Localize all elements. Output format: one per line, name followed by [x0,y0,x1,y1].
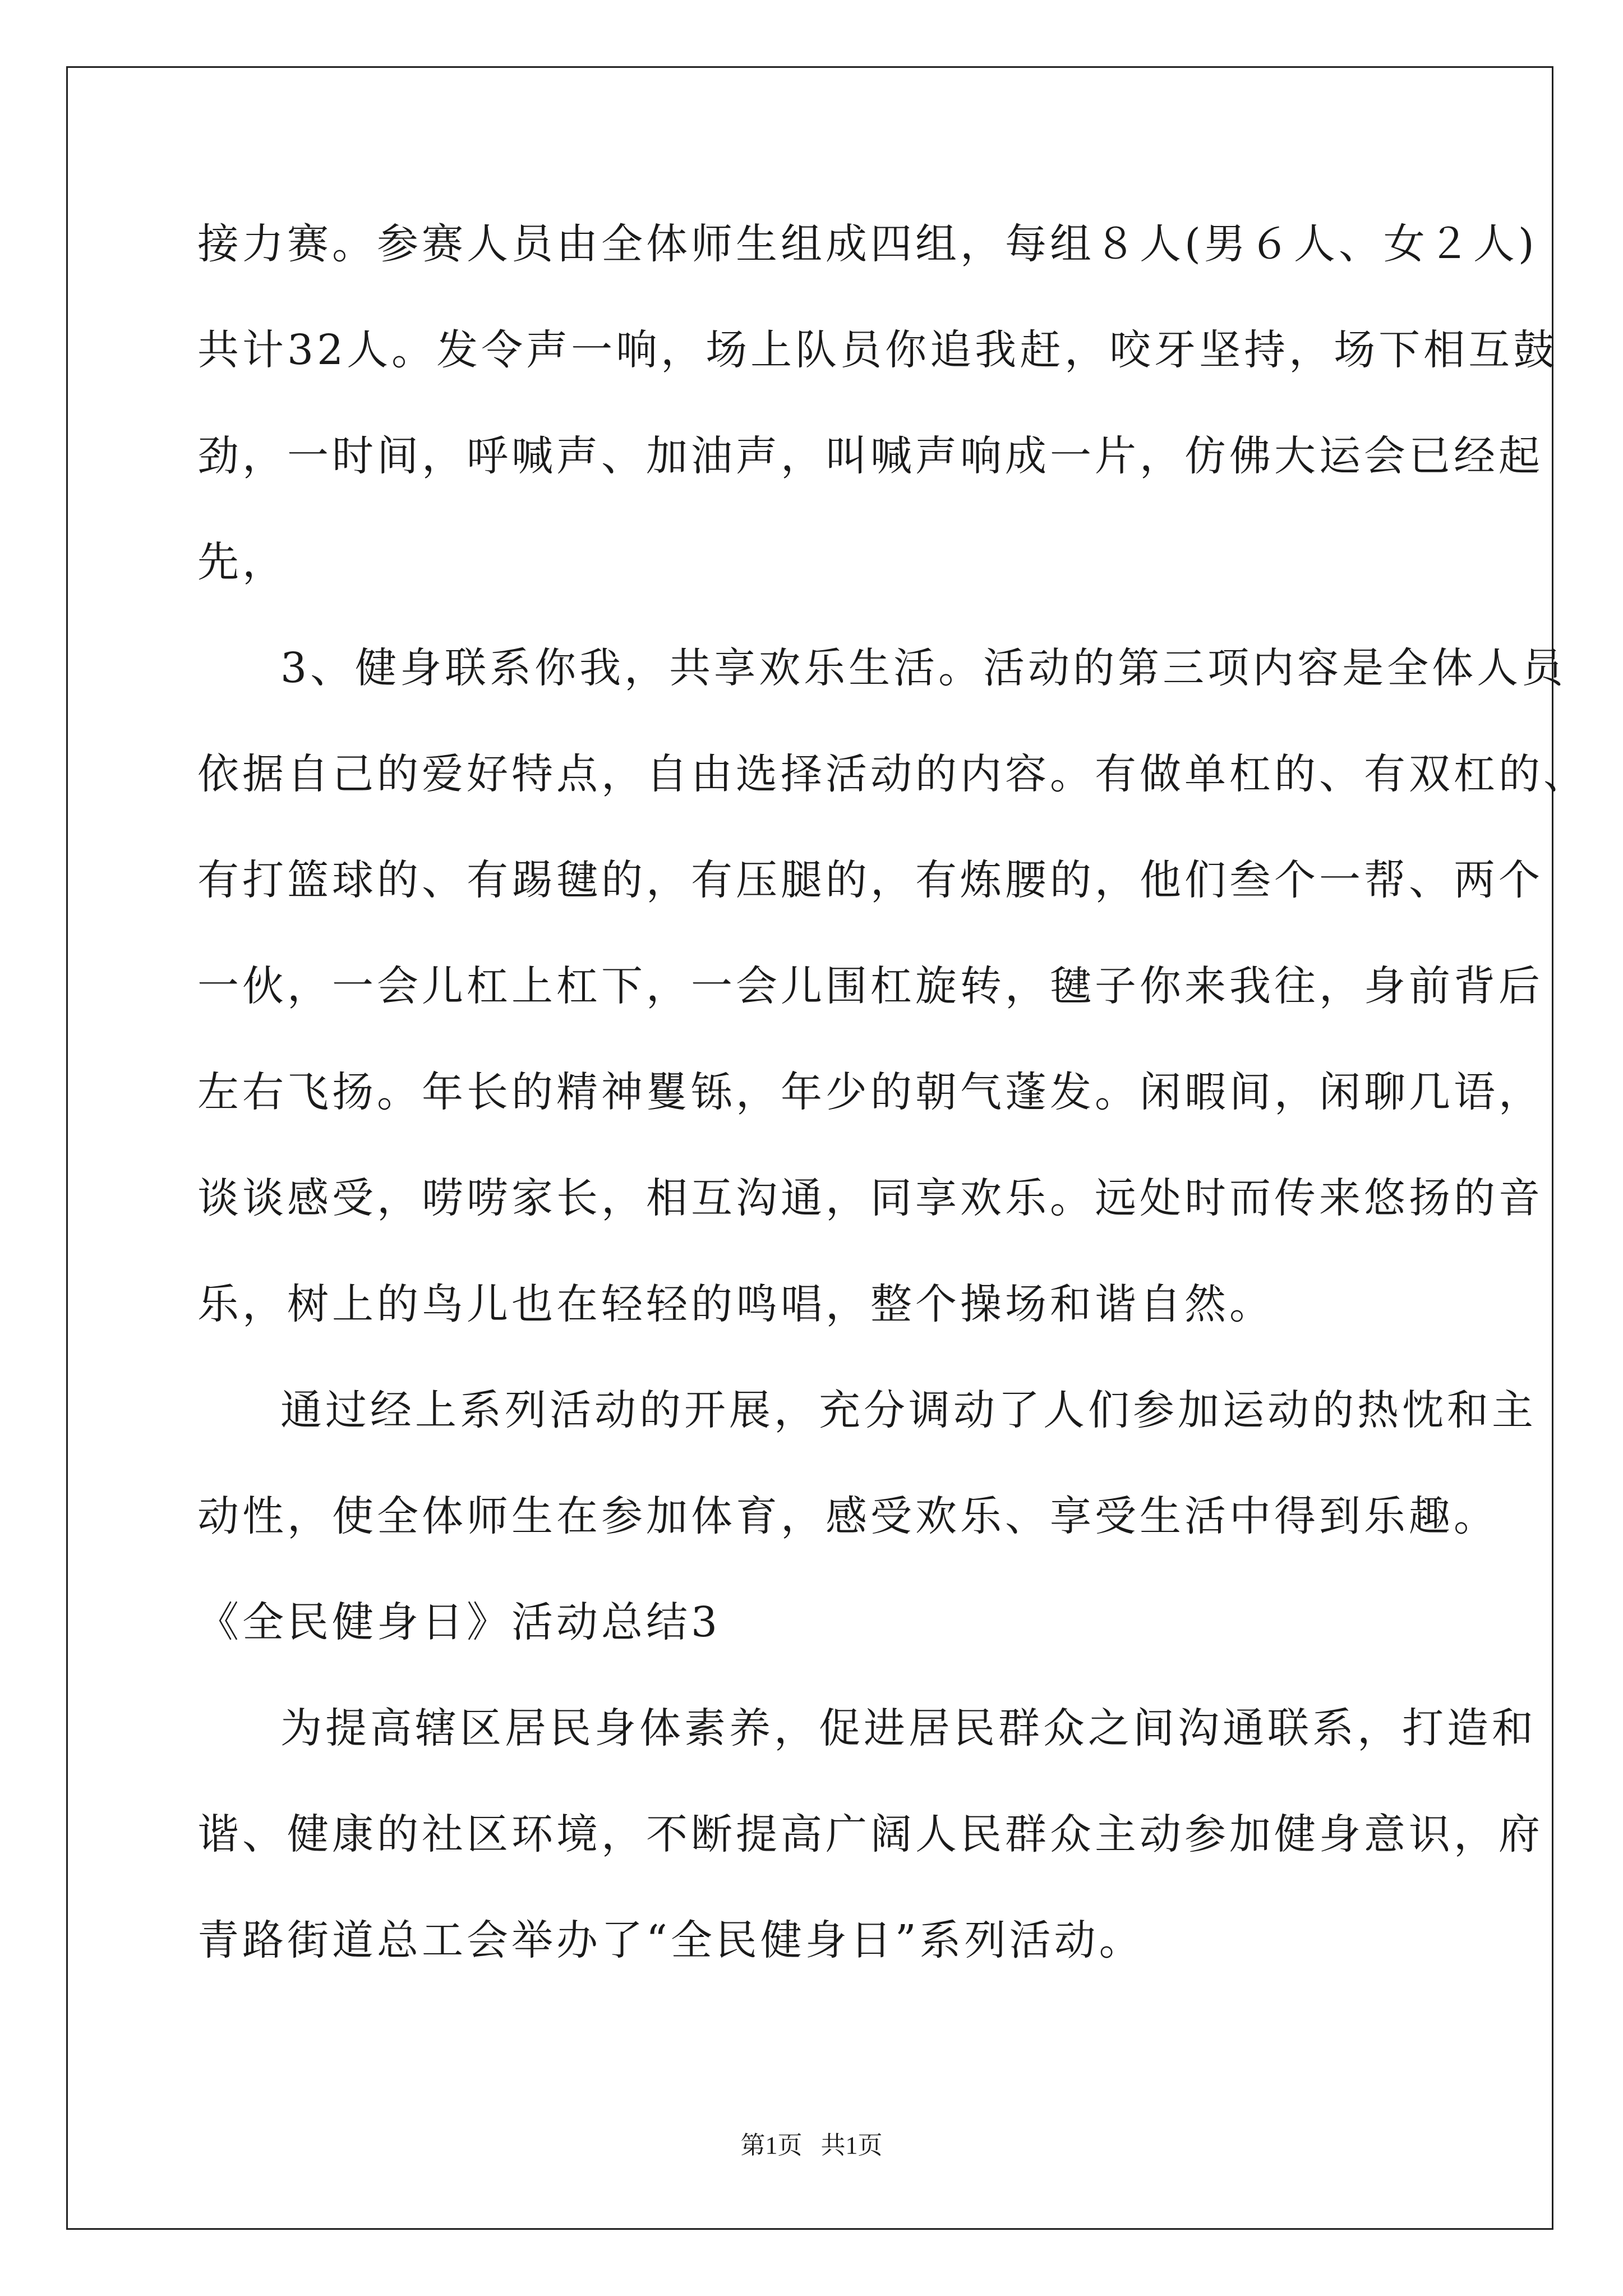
text-line: 青路街道总工会举办了“全民健身日”系列活动。 [197,1916,1144,1964]
text-line: 先， [197,538,287,586]
document-body [197,206,1588,2009]
paragraph-start-line: 为提高辖区居民身体素养，促进居民群众之间沟通联系，打造和 [280,1704,1537,1752]
text-line: 乐，树上的鸟儿也在轻轻的鸣唱，整个操场和谐自然。 [197,1280,1274,1328]
text-line: 一伙，一会儿杠上杠下，一会儿围杠旋转，毽子你来我往，身前背后 [197,962,1543,1010]
text-line: 劲，一时间，呼喊声、加油声，叫喊声响成一片，仿佛大运会已经起 [197,432,1543,480]
paragraph-start-line: 3、健身联系你我，共享欢乐生活。活动的第三项内容是全体人员 [280,644,1567,692]
text-line: 依据自己的爱好特点，自由选择活动的内容。有做单杠的、有双杠的、 [197,750,1588,798]
page-number-footer: 第1页 共1页 [740,2132,883,2159]
text-line: 接力赛。参赛人员由全体师生组成四组，每组８人(男６人、女２人) [197,220,1538,268]
section-heading: 《全民健身日》活动总结3 [197,1598,721,1646]
text-line: 共计32人。发令声一响，场上队员你追我赶，咬牙坚持，场下相互鼓 [197,326,1559,374]
paragraph-start-line: 通过经上系列活动的开展，充分调动了人们参加运动的热忱和主 [280,1386,1537,1434]
text-line: 左右飞扬。年长的精神矍铄，年少的朝气蓬发。闲暇间，闲聊几语， [197,1068,1543,1116]
text-line: 谐、健康的社区环境，不断提高广阔人民群众主动参加健身意识，府 [197,1810,1543,1858]
text-line: 有打篮球的、有踢毽的，有压腿的，有炼腰的，他们叁个一帮、两个 [197,856,1543,904]
text-line: 谈谈感受，唠唠家长，相互沟通，同享欢乐。远处时而传来悠扬的音 [197,1174,1543,1222]
text-line: 动性，使全体师生在参加体育，感受欢乐、享受生活中得到乐趣。 [197,1492,1498,1540]
